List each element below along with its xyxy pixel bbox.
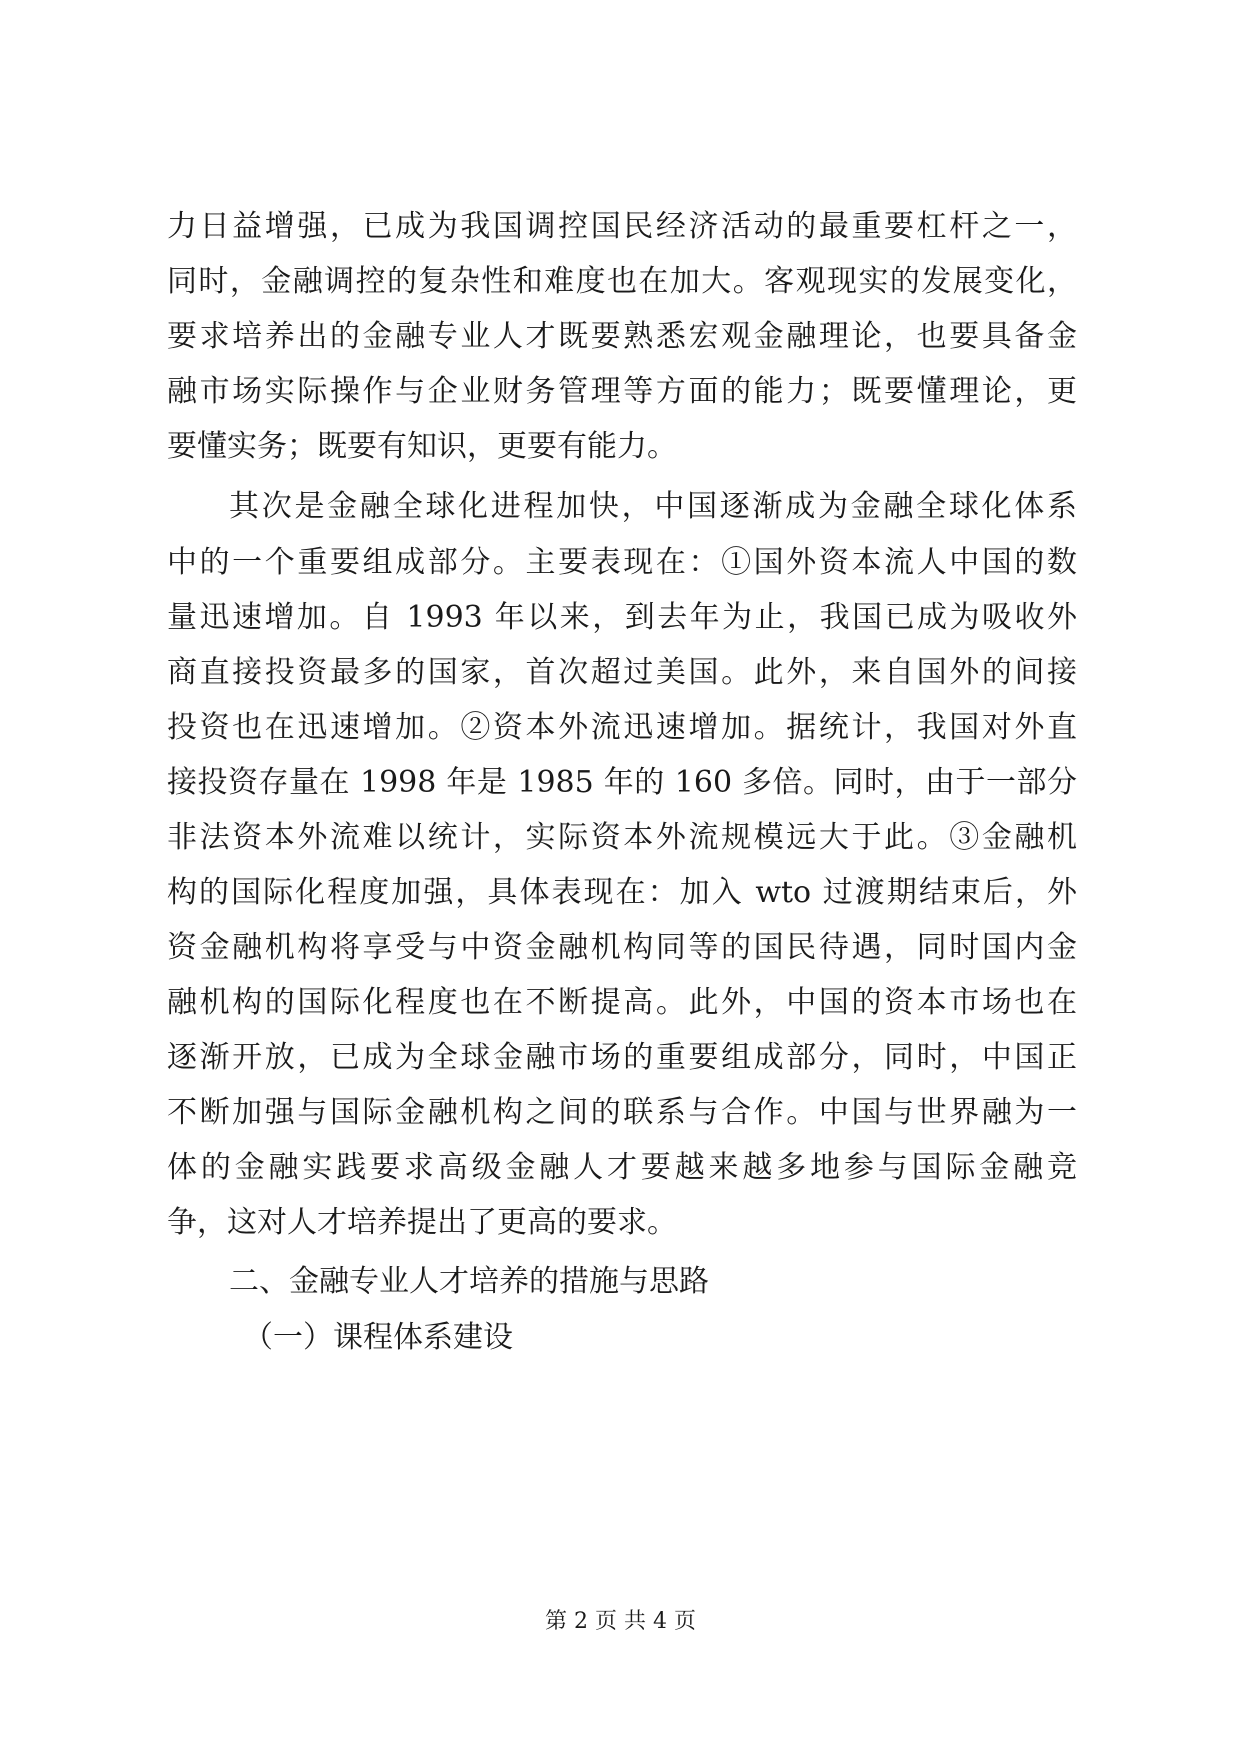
paragraph-first-line: 其次是金融全球化进程加快，中国逐渐成为金融全球化体系 — [229, 489, 1077, 524]
body-text-line: 融市场实际操作与企业财务管理等方面的能力；既要懂理论，更 — [167, 374, 1077, 409]
body-text-line: 投资也在迅速增加。②资本外流迅速增加。据统计，我国对外直 — [167, 710, 1077, 745]
body-text-line: 商直接投资最多的国家，首次超过美国。此外，来自国外的间接 — [167, 655, 1077, 690]
body-text-line: 同时，金融调控的复杂性和难度也在加大。客观现实的发展变化， — [167, 264, 1077, 299]
body-text-line: 体的金融实践要求高级金融人才要越来越多地参与国际金融竞 — [167, 1150, 1077, 1185]
body-text-line: 构的国际化程度加强，具体表现在：加入 wto 过渡期结束后，外 — [167, 875, 1077, 910]
body-text-line: 量迅速增加。自 1993 年以来，到去年为止，我国已成为吸收外 — [167, 600, 1077, 635]
body-text-line: 要懂实务；既要有知识，更要有能力。 — [167, 429, 677, 464]
body-text-line: 逐渐开放，已成为全球金融市场的重要组成部分，同时，中国正 — [167, 1040, 1077, 1075]
body-text-line: 要求培养出的金融专业人才既要熟悉宏观金融理论，也要具备金 — [167, 319, 1077, 354]
body-text-line: 力日益增强，已成为我国调控国民经济活动的最重要杠杆之一， — [167, 209, 1077, 244]
body-text-line: 接投资存量在 1998 年是 1985 年的 160 多倍。同时，由于一部分 — [167, 765, 1077, 800]
section-heading: 二、金融专业人才培养的措施与思路 — [229, 1264, 709, 1299]
body-text-line: 非法资本外流难以统计，实际资本外流规模远大于此。③金融机 — [167, 820, 1077, 855]
body-text-line: 融机构的国际化程度也在不断提高。此外，中国的资本市场也在 — [167, 985, 1077, 1020]
body-text-line: 不断加强与国际金融机构之间的联系与合作。中国与世界融为一 — [167, 1095, 1077, 1130]
body-text-line: 中的一个重要组成部分。主要表现在：①国外资本流人中国的数 — [167, 545, 1077, 580]
page-footer: 第 2 页 共 4 页 — [545, 1609, 696, 1634]
subsection-heading: （一）课程体系建设 — [243, 1320, 513, 1355]
body-text-line: 资金融机构将享受与中资金融机构同等的国民待遇，同时国内金 — [167, 930, 1077, 965]
body-text-line: 争，这对人才培养提出了更高的要求。 — [167, 1205, 677, 1240]
